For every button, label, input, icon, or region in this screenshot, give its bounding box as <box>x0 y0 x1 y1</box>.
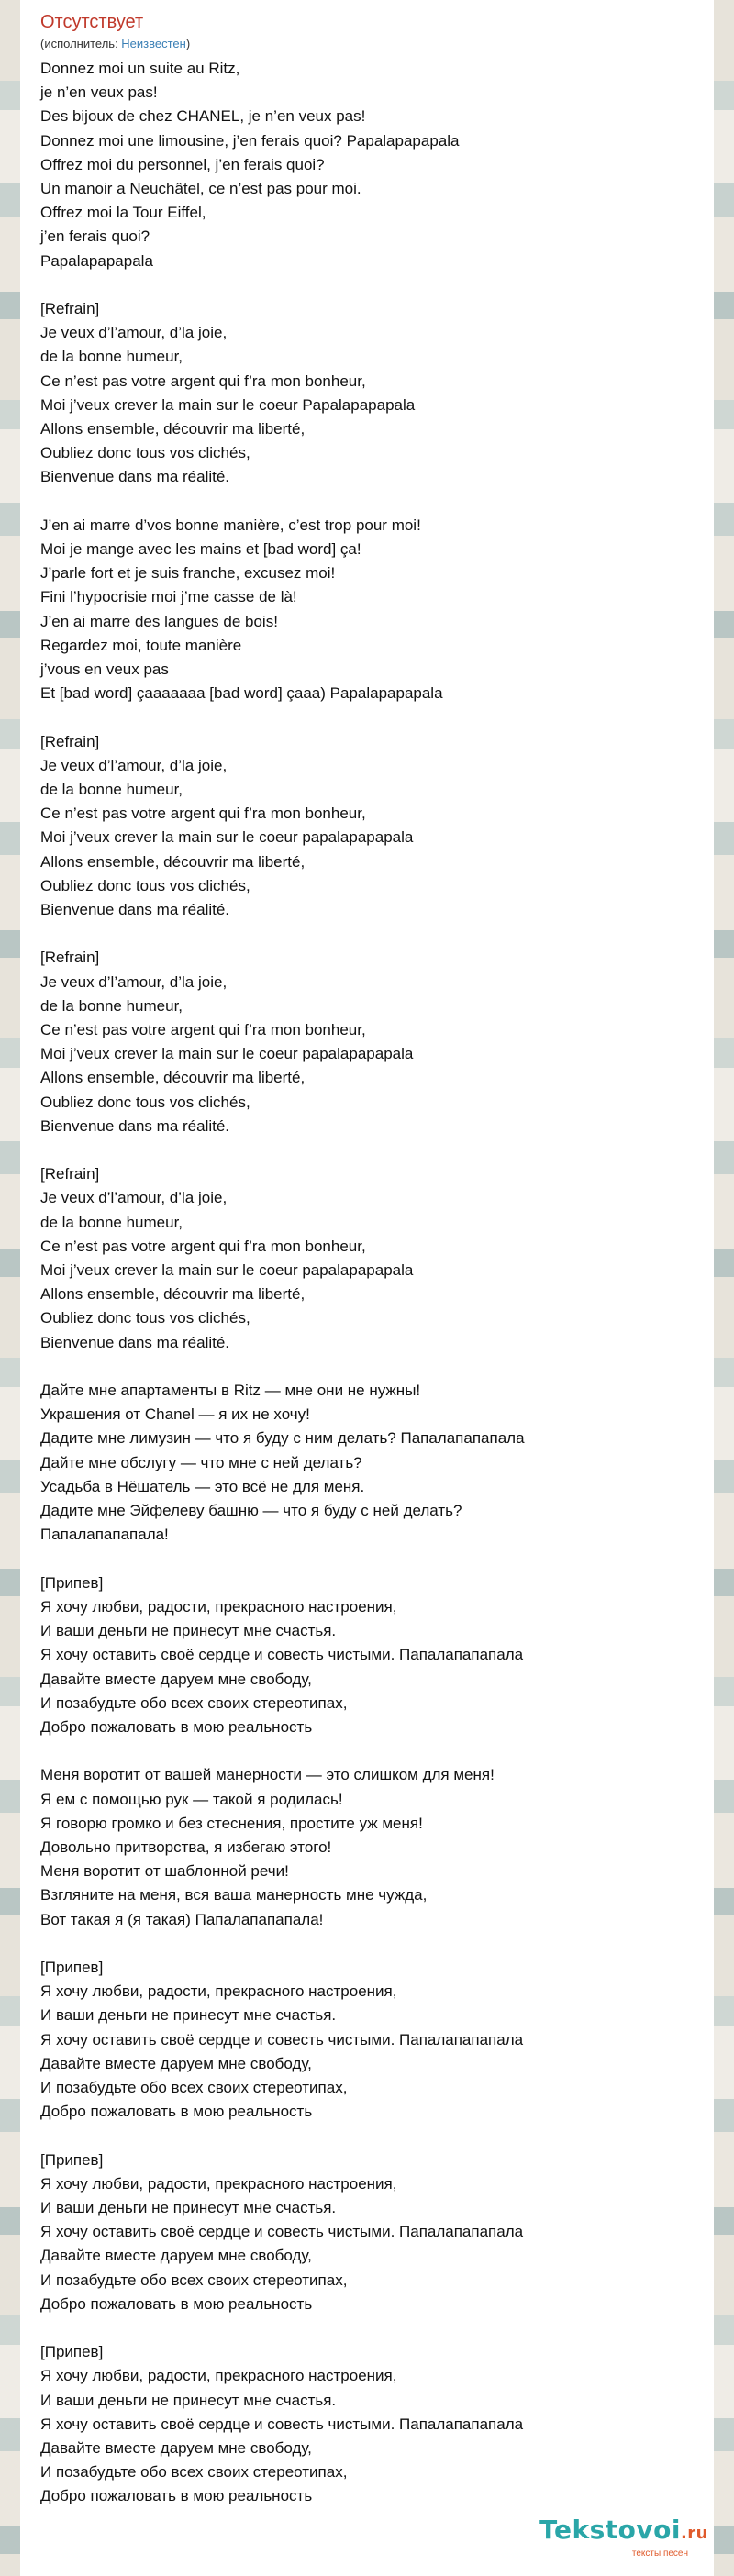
lyrics-line: Ce n’est pas votre argent qui f’ra mon bonheur, <box>40 805 366 823</box>
lyrics-card <box>20 0 714 2576</box>
lyrics-line: Oubliez donc tous vos clichés, <box>40 1309 250 1327</box>
site-logo[interactable] <box>539 2515 708 2559</box>
lyrics-stanza <box>40 1763 694 1931</box>
lyrics-stanza <box>40 1956 694 2124</box>
lyrics-line: Bienvenue dans ma réalité. <box>40 1333 230 1351</box>
lyrics-line: de la bonne humeur, <box>40 1213 184 1231</box>
lyrics-line: Ce n’est pas votre argent qui f’ra mon bonheur, <box>40 372 366 390</box>
lyrics-line: de la bonne humeur, <box>40 348 184 366</box>
lyrics-line: И ваши деньги не принесут мне счастья. <box>40 2391 337 2409</box>
lyrics-line: Я хочу любви, радости, прекрасного настроения, <box>40 1597 397 1616</box>
lyrics-line: Oubliez donc tous vos clichés, <box>40 444 250 462</box>
lyrics-line: Bienvenue dans ma réalité. <box>40 1116 230 1135</box>
lyrics-line: Я хочу любви, радости, прекрасного настроения, <box>40 2174 397 2193</box>
lyrics-line: И позабудьте обо всех своих стереотипах, <box>40 2078 348 2096</box>
lyrics-line: j’vous en veux pas <box>40 661 169 679</box>
lyrics-stanza <box>40 297 694 490</box>
lyrics-line: Добро пожаловать в мою реальность <box>40 1717 313 1736</box>
song-title: Отсутствует <box>40 12 144 32</box>
lyrics-line: Papalapapapala <box>40 251 153 270</box>
lyrics-line: Взгляните на меня, вся ваша манерность мне чужда, <box>40 1886 428 1904</box>
logo-tld: .ru <box>680 2524 708 2543</box>
lyrics-line: Дадите мне Эйфелеву башню — что я буду с ней делать? <box>40 1502 462 1520</box>
lyrics-line: Donnez moi un suite au Ritz, <box>40 60 240 77</box>
lyrics-line: Добро пожаловать в мою реальность <box>40 2487 313 2505</box>
lyrics-line: Давайте вместе даруем мне свободу, <box>40 2247 312 2265</box>
lyrics-line: Я хочу любви, радости, прекрасного настроения, <box>40 1982 397 2001</box>
lyrics-line: И ваши деньги не принесут мне счастья. <box>40 2006 337 2025</box>
lyrics-stanza <box>40 514 694 706</box>
lyrics-line: Moi j’veux crever la main sur le coeur papalapapapala <box>40 828 414 847</box>
lyrics-line: Я хочу оставить своё сердце и совесть чистыми. Папалапапапала <box>40 2223 524 2241</box>
lyrics-line: Des bijoux de chez CHANEL, je n’en veux pas! <box>40 107 366 126</box>
lyrics-line: [Refrain] <box>40 1165 100 1183</box>
lyrics-line: И позабудьте обо всех своих стереотипах, <box>40 2463 348 2482</box>
lyrics-line: Je veux d’l’amour, d’la joie, <box>40 972 228 991</box>
lyrics-line: Я хочу оставить своё сердце и совесть чистыми. Папалапапапала <box>40 2415 524 2433</box>
lyrics-line: J’en ai marre d’vos bonne manière, c’est trop pour moi! <box>40 516 421 534</box>
artist-link[interactable]: Неизвестен <box>121 37 186 50</box>
lyrics-line: Давайте вместе даруем мне свободу, <box>40 2054 312 2072</box>
lyrics-line: Bienvenue dans ma réalité. <box>40 901 230 919</box>
lyrics-stanza <box>40 57 694 273</box>
lyrics-line: Oubliez donc tous vos clichés, <box>40 876 250 894</box>
lyrics-line: И ваши деньги не принесут мне счастья. <box>40 2198 337 2216</box>
lyrics-line: Добро пожаловать в мою реальность <box>40 2103 313 2121</box>
lyrics-line: Moi j’veux crever la main sur le coeur papalapapapala <box>40 1045 414 1063</box>
lyrics-line: Я хочу оставить своё сердце и совесть чистыми. Папалапапапала <box>40 2030 524 2049</box>
lyrics-line: И позабудьте обо всех своих стереотипах, <box>40 2271 348 2289</box>
artist-meta <box>40 36 694 51</box>
lyrics-line: Donnez moi une limousine, j’en ferais quoi? Papalapapapala <box>40 131 460 150</box>
lyrics-line: [Refrain] <box>40 732 100 750</box>
lyrics-line: [Припев] <box>40 1958 104 1976</box>
lyrics-stanza <box>40 2149 694 2316</box>
lyrics-line: Меня воротит от шаблонной речи! <box>40 1862 289 1881</box>
lyrics-body <box>20 51 714 2509</box>
lyrics-line: Усадьба в Нёшатель — это всё не для меня. <box>40 1477 365 1495</box>
lyrics-stanza <box>40 1162 694 1355</box>
lyrics-line: [Припев] <box>40 2343 104 2361</box>
lyrics-line: Вот такая я (я такая) Папалапапапала! <box>40 1910 324 1928</box>
lyrics-line: Offrez moi la Tour Eiffel, <box>40 204 206 222</box>
lyrics-line: [Refrain] <box>40 949 100 967</box>
lyrics-line: Дайте мне обслугу — что мне с ней делать? <box>40 1453 362 1471</box>
lyrics-line: Oubliez donc tous vos clichés, <box>40 1093 250 1111</box>
lyrics-line: Украшения от Chanel — я их не хочу! <box>40 1405 310 1424</box>
lyrics-line: Меня воротит от вашей манерности — это слишком для меня! <box>40 1766 495 1784</box>
logo-main-text: Tekstovoi <box>539 2515 681 2545</box>
lyrics-line: de la bonne humeur, <box>40 996 184 1015</box>
lyrics-line: Je veux d’l’amour, d’la joie, <box>40 324 228 342</box>
lyrics-line: И позабудьте обо всех своих стереотипах, <box>40 1693 348 1712</box>
lyrics-line: Я ем с помощью рук — такой я родилась! <box>40 1790 343 1808</box>
decorative-stripes-right <box>714 0 734 2576</box>
lyrics-line: Moi j’veux crever la main sur le coeur papalapapapala <box>40 1261 414 1280</box>
lyrics-line: Allons ensemble, découvrir ma liberté, <box>40 852 306 871</box>
lyrics-line: Дадите мне лимузин — что я буду с ним делать? Папалапапапала <box>40 1429 525 1448</box>
lyrics-line: Давайте вместе даруем мне свободу, <box>40 2438 312 2457</box>
lyrics-line: Moi j’veux crever la main sur le coeur Papalapapapala <box>40 395 416 414</box>
lyrics-line: je n’en veux pas! <box>40 83 158 102</box>
lyrics-line: Довольно притворства, я избегаю этого! <box>40 1838 332 1856</box>
lyrics-line: Bienvenue dans ma réalité. <box>40 468 230 486</box>
lyrics-line: de la bonne humeur, <box>40 781 184 799</box>
lyrics-line: Ce n’est pas votre argent qui f’ra mon bonheur, <box>40 1021 366 1039</box>
lyrics-line: Я хочу любви, радости, прекрасного настроения, <box>40 2367 397 2385</box>
lyrics-line: [Припев] <box>40 1573 104 1592</box>
lyrics-stanza <box>40 946 694 1138</box>
lyrics-line: Et [bad word] çaaaaaaa [bad word] çaaa) Papalapapapala <box>40 684 443 703</box>
lyrics-line: Allons ensemble, découvrir ma liberté, <box>40 1069 306 1087</box>
lyrics-line: Un manoir a Neuchâtel, ce n’est pas pour moi. <box>40 180 361 198</box>
lyrics-line: Я хочу оставить своё сердце и совесть чистыми. Папалапапапала <box>40 1646 524 1664</box>
lyrics-stanza <box>40 730 694 923</box>
lyrics-line: [Refrain] <box>40 300 100 318</box>
lyrics-line: Regardez moi, toute manière <box>40 636 242 654</box>
song-header <box>20 0 714 51</box>
lyrics-line: Offrez moi du personnel, j’en ferais quoi? <box>40 155 325 173</box>
lyrics-line: Allons ensemble, découvrir ma liberté, <box>40 420 306 439</box>
lyrics-stanza <box>40 1571 694 1739</box>
artist-meta-close: ) <box>185 37 191 50</box>
lyrics-line: Je veux d’l’amour, d’la joie, <box>40 756 228 774</box>
lyrics-line: Ce n’est pas votre argent qui f’ra mon bonheur, <box>40 1237 366 1255</box>
lyrics-stanza <box>40 1379 694 1547</box>
lyrics-line: j’en ferais quoi? <box>40 228 150 246</box>
lyrics-line: Папалапапапала! <box>40 1526 169 1544</box>
artist-label: (исполнитель: <box>40 37 122 50</box>
lyrics-stanza <box>40 2340 694 2508</box>
lyrics-line: J’parle fort et je suis franche, excusez moi! <box>40 564 336 583</box>
decorative-stripes-left <box>0 0 20 2576</box>
lyrics-line: Добро пожаловать в мою реальность <box>40 2294 313 2313</box>
lyrics-line: Fini l’hypocrisie moi j’me casse de là! <box>40 588 297 606</box>
lyrics-line: Я говорю громко и без стеснения, простите уж меня! <box>40 1814 423 1832</box>
logo-wordmark <box>539 2515 708 2548</box>
lyrics-line: Moi je mange avec les mains et [bad word] ça! <box>40 540 361 559</box>
lyrics-line: Je veux d’l’amour, d’la joie, <box>40 1189 228 1207</box>
lyrics-line: Дайте мне апартаменты в Ritz — мне они не нужны! <box>40 1382 421 1400</box>
lyrics-line: Давайте вместе даруем мне свободу, <box>40 1670 312 1688</box>
logo-tagline: тексты песен <box>631 2548 688 2559</box>
lyrics-line: J’en ai marre des langues de bois! <box>40 612 278 630</box>
lyrics-line: И ваши деньги не принесут мне счастья. <box>40 1622 337 1640</box>
lyrics-line: Allons ensemble, découvrir ma liberté, <box>40 1285 306 1304</box>
lyrics-line: [Припев] <box>40 2150 104 2169</box>
